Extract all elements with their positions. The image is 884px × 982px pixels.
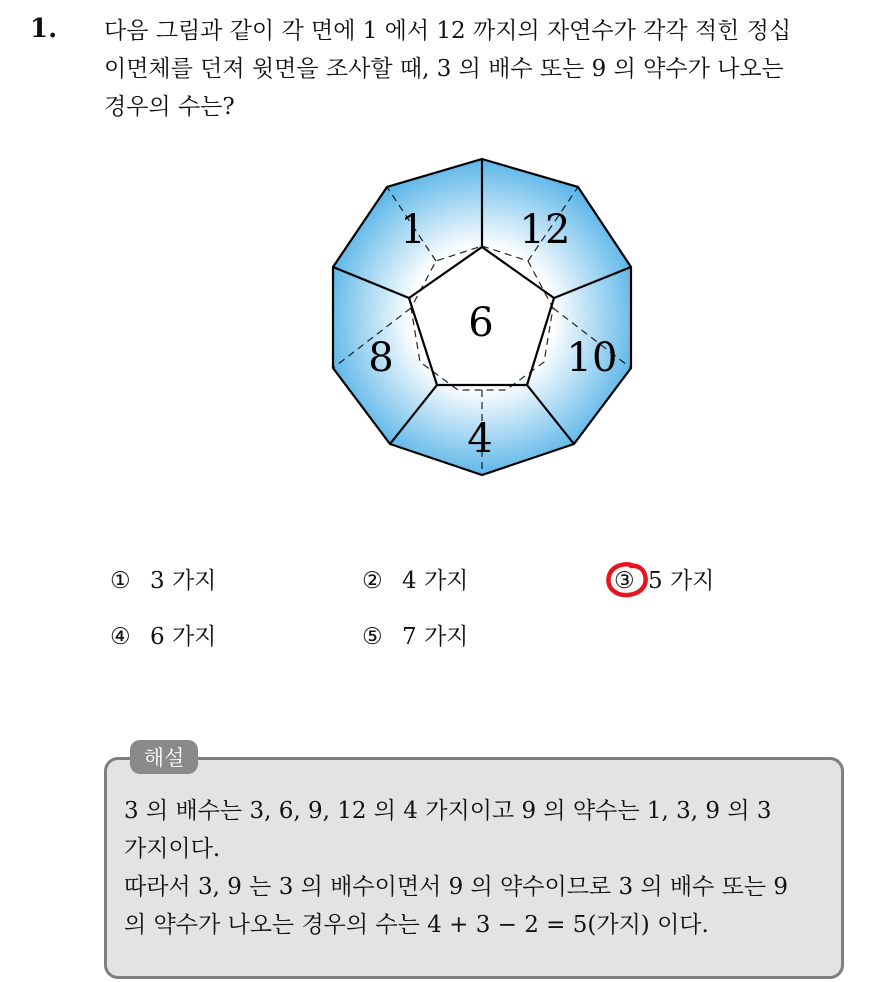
face-label-1: 1 [400, 207, 426, 253]
choice-5[interactable] [362, 622, 468, 652]
question-line: 다음 그림과 같이 각 면에 1 에서 12 까지의 자연수가 각각 적힌 정십 [104, 18, 792, 44]
choice-mark: ④ [110, 624, 131, 650]
choice-label: 5 가지 [648, 568, 715, 594]
face-label-4: 4 [467, 416, 493, 462]
solution-line: 가지이다. [124, 836, 221, 862]
choice-mark: ⑤ [362, 624, 383, 650]
solution-tag: 해설 [130, 740, 198, 774]
solution-line: 3 의 배수는 3, 6, 9, 12 의 4 가지이고 9 의 약수는 1, 3, 9 의 3 [124, 798, 772, 824]
dodecahedron-figure [326, 152, 638, 482]
choice-label: 6 가지 [150, 624, 217, 650]
choice-mark: ② [362, 568, 383, 594]
choice-mark: ① [110, 568, 131, 594]
answer-circle-mark [604, 560, 652, 600]
solution-line: 의 약수가 나오는 경우의 수는 4 + 3 − 2 = 5(가지) 이다. [124, 912, 709, 938]
choice-1[interactable] [110, 566, 216, 596]
face-label-12: 12 [519, 207, 571, 253]
question-line: 이면체를 던져 윗면을 조사할 때, 3 의 배수 또는 9 의 약수가 나오는 [104, 56, 784, 82]
question-number: 1. [30, 14, 58, 44]
solution-line: 따라서 3, 9 는 3 의 배수이면서 9 의 약수이므로 3 의 배수 또는 9 [124, 874, 789, 900]
face-label-6: 6 [468, 300, 494, 346]
choice-label: 4 가지 [402, 568, 469, 594]
solution-text [124, 792, 836, 944]
face-label-8: 8 [368, 335, 394, 381]
question-line: 경우의 수는? [104, 94, 235, 120]
choice-label: 3 가지 [150, 568, 217, 594]
choice-label: 7 가지 [402, 624, 469, 650]
face-label-10: 10 [566, 335, 618, 381]
choice-mark: ③ [614, 568, 635, 594]
choice-2[interactable] [362, 566, 468, 596]
question-text [104, 12, 864, 126]
choice-4[interactable] [110, 622, 216, 652]
